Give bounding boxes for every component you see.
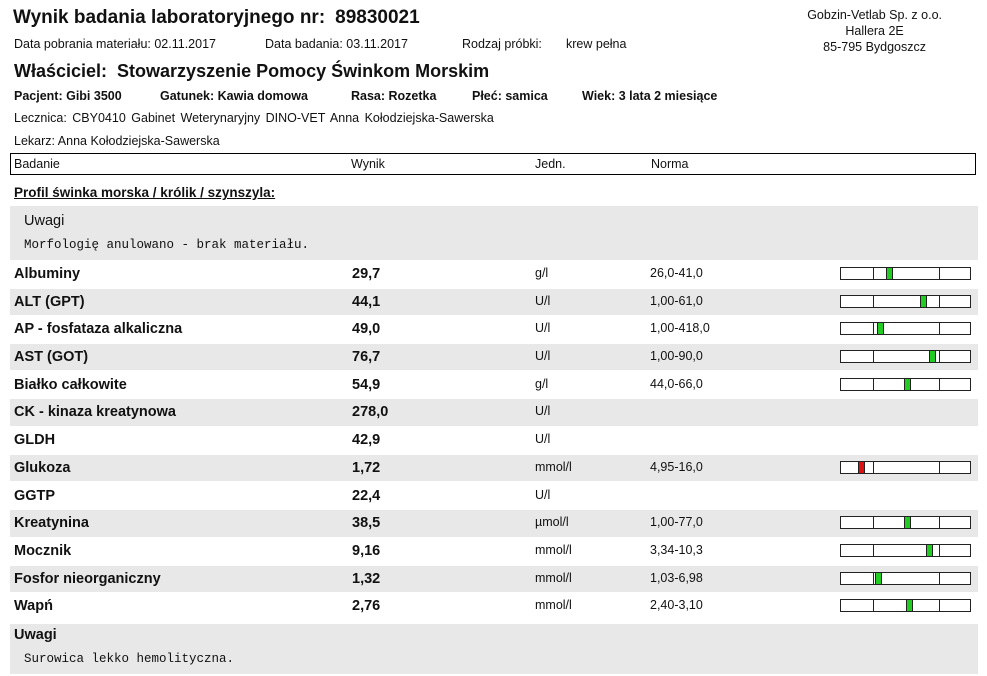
result-row xyxy=(10,483,978,509)
result-row xyxy=(10,372,978,398)
result-norm: 2,40-3,10 xyxy=(650,598,703,613)
notes-box-top xyxy=(10,206,978,260)
report-number: 89830021 xyxy=(335,7,420,28)
owner-value: Stowarzyszenie Pomocy Świnkom Morskim xyxy=(117,61,490,81)
result-name: Wapń xyxy=(14,598,53,615)
result-marker xyxy=(877,323,884,334)
column-header-unit: Jedn. xyxy=(535,157,566,171)
range-upper-bound-line xyxy=(939,379,940,390)
lab-name: Gobzin-Vetlab Sp. z o.o. xyxy=(807,8,942,22)
range-indicator-bar xyxy=(840,295,971,308)
notes-text: Surowica lekko hemolityczna. xyxy=(24,652,235,666)
result-marker xyxy=(904,517,911,528)
result-unit: U/l xyxy=(535,432,551,447)
range-lower-bound-line xyxy=(873,268,874,279)
range-upper-bound-line xyxy=(939,545,940,556)
results-table-header xyxy=(10,153,976,175)
result-value: 278,0 xyxy=(352,404,389,421)
result-unit: mmol/l xyxy=(535,570,572,585)
column-header-result: Wynik xyxy=(351,157,385,171)
range-lower-bound-line xyxy=(873,323,874,334)
result-norm: 1,00-90,0 xyxy=(650,349,703,364)
result-unit: mmol/l xyxy=(535,459,572,474)
result-marker xyxy=(904,379,911,390)
range-upper-bound-line xyxy=(939,323,940,334)
result-row xyxy=(10,399,978,425)
column-header-norm: Norma xyxy=(651,157,689,171)
range-lower-bound-line xyxy=(873,545,874,556)
result-name: Glukoza xyxy=(14,459,71,476)
results-list xyxy=(10,261,978,621)
result-row xyxy=(10,289,978,315)
result-marker xyxy=(886,268,893,279)
owner-line xyxy=(14,61,489,82)
patient-name: Pacjent: Gibi 3500 xyxy=(14,89,122,103)
range-lower-bound-line xyxy=(873,517,874,528)
range-indicator-bar xyxy=(840,461,971,474)
patient-sex: Płeć: samica xyxy=(472,89,548,103)
result-value: 44,1 xyxy=(352,293,381,310)
result-name: Białko całkowite xyxy=(14,376,127,393)
range-indicator-bar xyxy=(840,267,971,280)
result-marker xyxy=(906,600,913,611)
range-upper-bound-line xyxy=(939,573,940,584)
result-value: 49,0 xyxy=(352,321,381,338)
result-name: AP - fosfataza alkaliczna xyxy=(14,321,183,338)
result-row xyxy=(10,316,978,342)
notes-label: Uwagi xyxy=(24,213,65,229)
result-value: 1,32 xyxy=(352,570,381,587)
result-marker xyxy=(858,462,865,473)
result-name: Kreatynina xyxy=(14,515,89,532)
result-row xyxy=(10,455,978,481)
column-header-test: Badanie xyxy=(14,157,60,171)
result-value: 1,72 xyxy=(352,459,381,476)
range-indicator-bar xyxy=(840,572,971,585)
result-norm: 1,00-61,0 xyxy=(650,293,703,308)
result-norm: 1,00-418,0 xyxy=(650,321,710,336)
notes-text: Morfologię anulowano - brak materiału. xyxy=(24,238,310,252)
patient-age: Wiek: 3 lata 2 miesiące xyxy=(582,89,718,103)
report-title-label: Wynik badania laboratoryjnego nr: xyxy=(13,7,326,28)
result-norm: 1,00-77,0 xyxy=(650,515,703,530)
test-date: Data badania: 03.11.2017 xyxy=(265,37,408,51)
result-value: 2,76 xyxy=(352,598,381,615)
result-norm: 26,0-41,0 xyxy=(650,266,703,280)
result-unit: mmol/l xyxy=(535,542,572,557)
result-unit: g/l xyxy=(535,376,549,391)
result-value: 42,9 xyxy=(352,432,381,449)
result-norm: 3,34-10,3 xyxy=(650,542,703,557)
range-lower-bound-line xyxy=(873,296,874,307)
result-name: AST (GOT) xyxy=(14,349,89,366)
result-value: 29,7 xyxy=(352,266,381,282)
range-lower-bound-line xyxy=(873,600,874,611)
result-unit: mmol/l xyxy=(535,598,572,613)
range-upper-bound-line xyxy=(939,268,940,279)
result-marker xyxy=(920,296,927,307)
lab-city: 85-795 Bydgoszcz xyxy=(823,40,927,54)
range-lower-bound-line xyxy=(873,351,874,362)
range-indicator-bar xyxy=(840,544,971,557)
range-indicator-bar xyxy=(840,350,971,363)
lab-street: Hallera 2E xyxy=(845,24,904,38)
lab-address xyxy=(807,7,942,55)
result-norm: 44,0-66,0 xyxy=(650,376,703,391)
range-upper-bound-line xyxy=(939,351,940,362)
result-name: Fosfor nieorganiczny xyxy=(14,570,161,587)
result-marker xyxy=(929,351,936,362)
result-row xyxy=(10,510,978,536)
result-row xyxy=(10,261,978,287)
result-row xyxy=(10,566,978,592)
notes-label: Uwagi xyxy=(14,627,57,643)
result-name: ALT (GPT) xyxy=(14,293,85,310)
owner-label: Właściciel: xyxy=(14,61,108,81)
report-title xyxy=(13,7,420,29)
range-upper-bound-line xyxy=(939,296,940,307)
result-unit: U/l xyxy=(535,349,551,364)
result-value: 76,7 xyxy=(352,349,381,366)
result-name: Albuminy xyxy=(14,266,81,282)
range-upper-bound-line xyxy=(939,462,940,473)
result-norm: 4,95-16,0 xyxy=(650,459,703,474)
result-value: 9,16 xyxy=(352,542,381,559)
range-upper-bound-line xyxy=(939,600,940,611)
result-unit: µmol/l xyxy=(535,515,569,530)
result-row xyxy=(10,427,978,453)
result-value: 38,5 xyxy=(352,515,381,532)
collection-date: Data pobrania materiału: 02.11.2017 xyxy=(14,37,216,51)
profile-title: Profil świnka morska / królik / szynszyla: xyxy=(14,185,276,200)
result-marker xyxy=(926,545,933,556)
sample-type-label: Rodzaj próbki: xyxy=(462,37,542,51)
result-unit: U/l xyxy=(535,293,551,308)
clinic-line: Lecznica: CBY0410 Gabinet Weterynaryjny DINO-VET Anna Kołodziejska-Sawerska xyxy=(14,111,494,125)
notes-box-bottom xyxy=(10,624,978,674)
result-value: 22,4 xyxy=(352,487,381,504)
result-value: 54,9 xyxy=(352,376,381,393)
result-name: Mocznik xyxy=(14,542,72,559)
result-name: GLDH xyxy=(14,432,56,449)
range-lower-bound-line xyxy=(873,379,874,390)
result-unit: U/l xyxy=(535,404,551,419)
patient-species: Gatunek: Kawia domowa xyxy=(160,89,308,103)
result-marker xyxy=(875,573,882,584)
range-upper-bound-line xyxy=(939,517,940,528)
result-unit: g/l xyxy=(535,266,549,280)
result-row xyxy=(10,593,978,619)
result-norm: 1,03-6,98 xyxy=(650,570,703,585)
result-name: CK - kinaza kreatynowa xyxy=(14,404,176,421)
patient-breed: Rasa: Rozetka xyxy=(351,89,437,103)
result-row xyxy=(10,344,978,370)
range-indicator-bar xyxy=(840,378,971,391)
result-unit: U/l xyxy=(535,321,551,336)
range-indicator-bar xyxy=(840,322,971,335)
result-unit: U/l xyxy=(535,487,551,502)
range-lower-bound-line xyxy=(873,462,874,473)
range-indicator-bar xyxy=(840,599,971,612)
result-name: GGTP xyxy=(14,487,56,504)
result-row xyxy=(10,538,978,564)
doctor-line: Lekarz: Anna Kołodziejska-Sawerska xyxy=(14,134,220,148)
range-indicator-bar xyxy=(840,516,971,529)
sample-type-value: krew pełna xyxy=(566,37,627,51)
